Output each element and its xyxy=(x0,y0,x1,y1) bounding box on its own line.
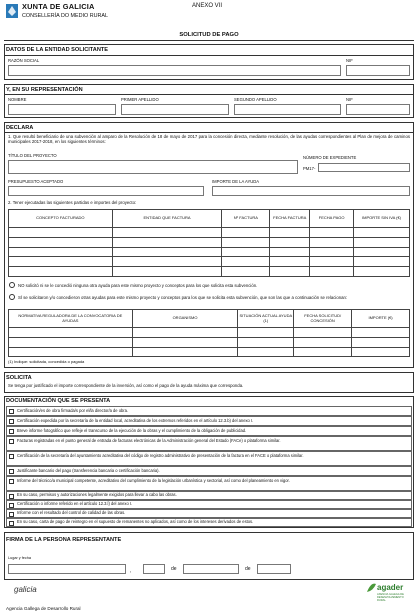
doc-item-label: Informe con el resultado del control de calidad de las obras. xyxy=(17,510,126,516)
col-importe-ayuda: IMPORTE (€) xyxy=(352,310,410,328)
annex-label: ANEXO VII xyxy=(192,3,223,9)
col-importe: IMPORTE SIN IVA (€) xyxy=(354,210,410,228)
titulo-proyecto-label: TÍTULO DEL PROYECTO xyxy=(8,153,57,158)
table-header-row xyxy=(9,310,410,328)
table-row[interactable] xyxy=(9,328,410,338)
lugar-label: Lugar y fecha xyxy=(8,556,32,560)
col-concepto: CONCEPTO FACTURADO xyxy=(9,210,113,228)
galicia-logo xyxy=(14,585,37,595)
divider xyxy=(4,55,414,56)
divider xyxy=(4,40,414,41)
doc-item-label: Certificación de la secretaría del ayuntamiento acreditativa del código de registro administrativo de presentación de la factura en el FACE o plataforma similar. xyxy=(17,452,304,458)
divider xyxy=(4,94,414,95)
segundo-apellido-field[interactable] xyxy=(234,104,341,115)
segundo-apellido-label: SEGUNDO APELLIDO xyxy=(234,97,277,102)
doc-item[interactable] xyxy=(6,436,412,451)
galicia-logo-text: galicia xyxy=(14,585,37,594)
doc-item[interactable] xyxy=(6,451,412,466)
num-expediente-field[interactable] xyxy=(318,163,410,172)
agader-logo-sub: AXENCIA GALEGA DE DESENVOLVEMENTO RURAL xyxy=(377,593,404,602)
checkbox[interactable] xyxy=(9,479,14,484)
lugar-field[interactable] xyxy=(8,564,126,574)
doc-item-label: En su caso, carta de pago de reintegro en el supuesto de remanentes no aplicados, así como de los intereses derivados de estos. xyxy=(17,519,254,525)
doc-item-label: Certificación o informe referido en el artículo 12.3.l) del anexo I. xyxy=(17,501,133,507)
solicita-text: Se tenga por justificado el importe correspondiente de la inversión, así como el pago de la ayuda máxima que corresponda. xyxy=(8,383,244,388)
doc-item[interactable] xyxy=(6,416,412,426)
agader-logo xyxy=(365,582,413,604)
col-entidad: ENTIDAD QUE FACTURA xyxy=(112,210,222,228)
col-situacion: SITUACIÓN ACTUAL AYUDA (1) xyxy=(238,310,294,328)
primer-apellido-field[interactable] xyxy=(121,104,229,115)
agader-logo-text: agader xyxy=(377,583,404,592)
col-organismo: ORGANISMO xyxy=(132,310,238,328)
month-field[interactable] xyxy=(183,564,239,574)
presupuesto-field[interactable] xyxy=(8,186,204,196)
documentacion-title: DOCUMENTACIÓN QUE SE PRESENTA xyxy=(6,398,111,404)
doc-item[interactable] xyxy=(6,426,412,436)
xunta-logo xyxy=(6,4,18,18)
nombre-label: NOMBRE xyxy=(8,97,27,102)
radio-no-label: NO solicitó ni se le concedió ninguna otra ayuda para este mismo proyecto y conceptos para los que solicita esta subvención. xyxy=(18,283,258,288)
checkbox[interactable] xyxy=(9,439,14,444)
table-row[interactable] xyxy=(9,257,410,267)
nif-field[interactable] xyxy=(346,65,410,76)
col-factura: Nº FACTURA xyxy=(222,210,270,228)
radio-no[interactable] xyxy=(9,282,15,288)
declara-p2: 2. Tener ejecutadas las siguientes partidas e importes del proyecto: xyxy=(8,200,137,205)
razon-social-label: RAZÓN SOCIAL xyxy=(8,58,40,63)
year-field[interactable] xyxy=(257,564,291,574)
radio-si-label: SÍ se solicitaron y/o concedieron otras ayudas para este mismo proyecto y conceptos para los que se solicita esta subvención, que son las que a continuación se relacionan: xyxy=(18,295,348,300)
doc-item[interactable] xyxy=(6,466,412,476)
checkbox[interactable] xyxy=(9,469,14,474)
checkbox[interactable] xyxy=(9,512,14,517)
doc-item[interactable] xyxy=(6,491,412,500)
num-expediente-label: NÚMERO DE EXPEDIENTE xyxy=(303,155,357,160)
solicita-title: SOLICITA xyxy=(6,375,32,381)
checkbox[interactable] xyxy=(9,454,14,459)
nombre-field[interactable] xyxy=(8,104,116,115)
doc-item-label: En su caso, permisos y autorizaciones legalmente exigidos para llevar a cabo las obras. xyxy=(17,492,177,498)
divider xyxy=(4,132,414,133)
checkbox[interactable] xyxy=(9,409,14,414)
doc-item-label: Certificación expedida por la secretaría de la entidad local, acreditativa de los extremos referidos en el artículo 12.3.b) del anexo I. xyxy=(17,417,254,423)
applicant-title: DATOS DE LA ENTIDAD SOLICITANTE xyxy=(6,47,109,53)
table-row[interactable] xyxy=(9,247,410,257)
titulo-proyecto-field[interactable] xyxy=(8,160,298,174)
form-title: SOLICITUD DE PAGO xyxy=(179,32,239,38)
footnote: (1) Indique: solicitada, concedida o pagada xyxy=(8,359,85,364)
table-row[interactable] xyxy=(9,347,410,357)
presupuesto-label: PRESUPUESTO ACEPTADO xyxy=(8,179,64,184)
declara-title: DECLARA xyxy=(6,125,34,131)
scallop-shell-icon xyxy=(6,4,18,18)
partidas-table xyxy=(8,209,410,277)
doc-item[interactable] xyxy=(6,500,412,509)
table-row[interactable] xyxy=(9,228,410,238)
checkbox[interactable] xyxy=(9,521,14,526)
checkbox[interactable] xyxy=(9,429,14,434)
radio-si[interactable] xyxy=(9,294,15,300)
de-1: de xyxy=(171,566,177,572)
checkbox[interactable] xyxy=(9,503,14,508)
firma-title: FIRMA DE LA PERSONA REPRESENTANTE xyxy=(6,537,122,543)
razon-social-field[interactable] xyxy=(8,65,341,76)
doc-item-label: Breve informe fotográfico que refleje el transcurso de la ejecución de la obras y el cumplimiento de la obligación de publicidad. xyxy=(17,427,247,433)
checkbox[interactable] xyxy=(9,494,14,499)
doc-item[interactable] xyxy=(6,476,412,491)
doc-item[interactable] xyxy=(6,509,412,518)
table-row[interactable] xyxy=(9,337,410,347)
table-row[interactable] xyxy=(9,267,410,277)
leaf-icon xyxy=(365,582,377,594)
declara-p1: 1. Que resultó beneficiario de una subvención al amparo de la Resolución de 18 de mayo de 2017 para la concesión directa, mediante resolución, de las ayudas correspondientes al Plan de mejora de caminos municipales 2017-2018, en los siguientes términos: xyxy=(8,134,410,145)
importe-ayuda-label: IMPORTE DE LA AYUDA xyxy=(212,179,260,184)
agency-name: Agencia Gallega de Desarrollo Rural xyxy=(6,606,81,611)
col-fecha-solicitud: FECHA SOLICITUD/ CONCESIÓN xyxy=(294,310,352,328)
comma: , xyxy=(130,568,132,574)
doc-item-label: Informe del técnico/a municipal competente, acreditativo del cumplimiento de la legislación urbanística y sectorial, así como del planeamiento en vigor. xyxy=(17,477,290,483)
rep-nif-label: NIF xyxy=(346,97,353,102)
de-2: de xyxy=(245,566,251,572)
doc-item[interactable] xyxy=(6,406,412,416)
day-field[interactable] xyxy=(143,564,165,574)
col-fecha-pago: FECHA PAGO xyxy=(310,210,354,228)
col-normativa: NORMATIVA REGULADORA DE LA CONVOCATORIA DE AYUDAS xyxy=(9,310,133,328)
org-sub: CONSELLERÍA DO MEDIO RURAL xyxy=(22,13,108,19)
rep-nif-field[interactable] xyxy=(346,104,410,115)
importe-ayuda-field[interactable] xyxy=(212,186,410,196)
checkbox[interactable] xyxy=(9,419,14,424)
expediente-prefix: PM17- xyxy=(303,166,316,171)
ayudas-table xyxy=(8,309,410,357)
representative-title: Y, EN SU REPRESENTACIÓN xyxy=(6,87,83,93)
table-row[interactable] xyxy=(9,237,410,247)
doc-item-label: Facturas registradas en el punto general de entrada de facturas electrónicas de la Administración general del Estado (FACe) o plataforma similar. xyxy=(17,437,281,443)
org-name: XUNTA DE GALICIA xyxy=(22,2,95,11)
nif-label: NIF xyxy=(346,58,353,63)
doc-item-label: Justificante bancario del pago (transferencia bancaria o certificación bancaria). xyxy=(17,467,160,473)
table-header-row xyxy=(9,210,410,228)
col-fecha-factura: FECHA FACTURA xyxy=(270,210,310,228)
primer-apellido-label: PRIMER APELLIDO xyxy=(121,97,159,102)
doc-item[interactable] xyxy=(6,518,412,527)
doc-item-label: Certificación/es de obra firmada/s por el/la director/a de obra. xyxy=(17,407,129,413)
